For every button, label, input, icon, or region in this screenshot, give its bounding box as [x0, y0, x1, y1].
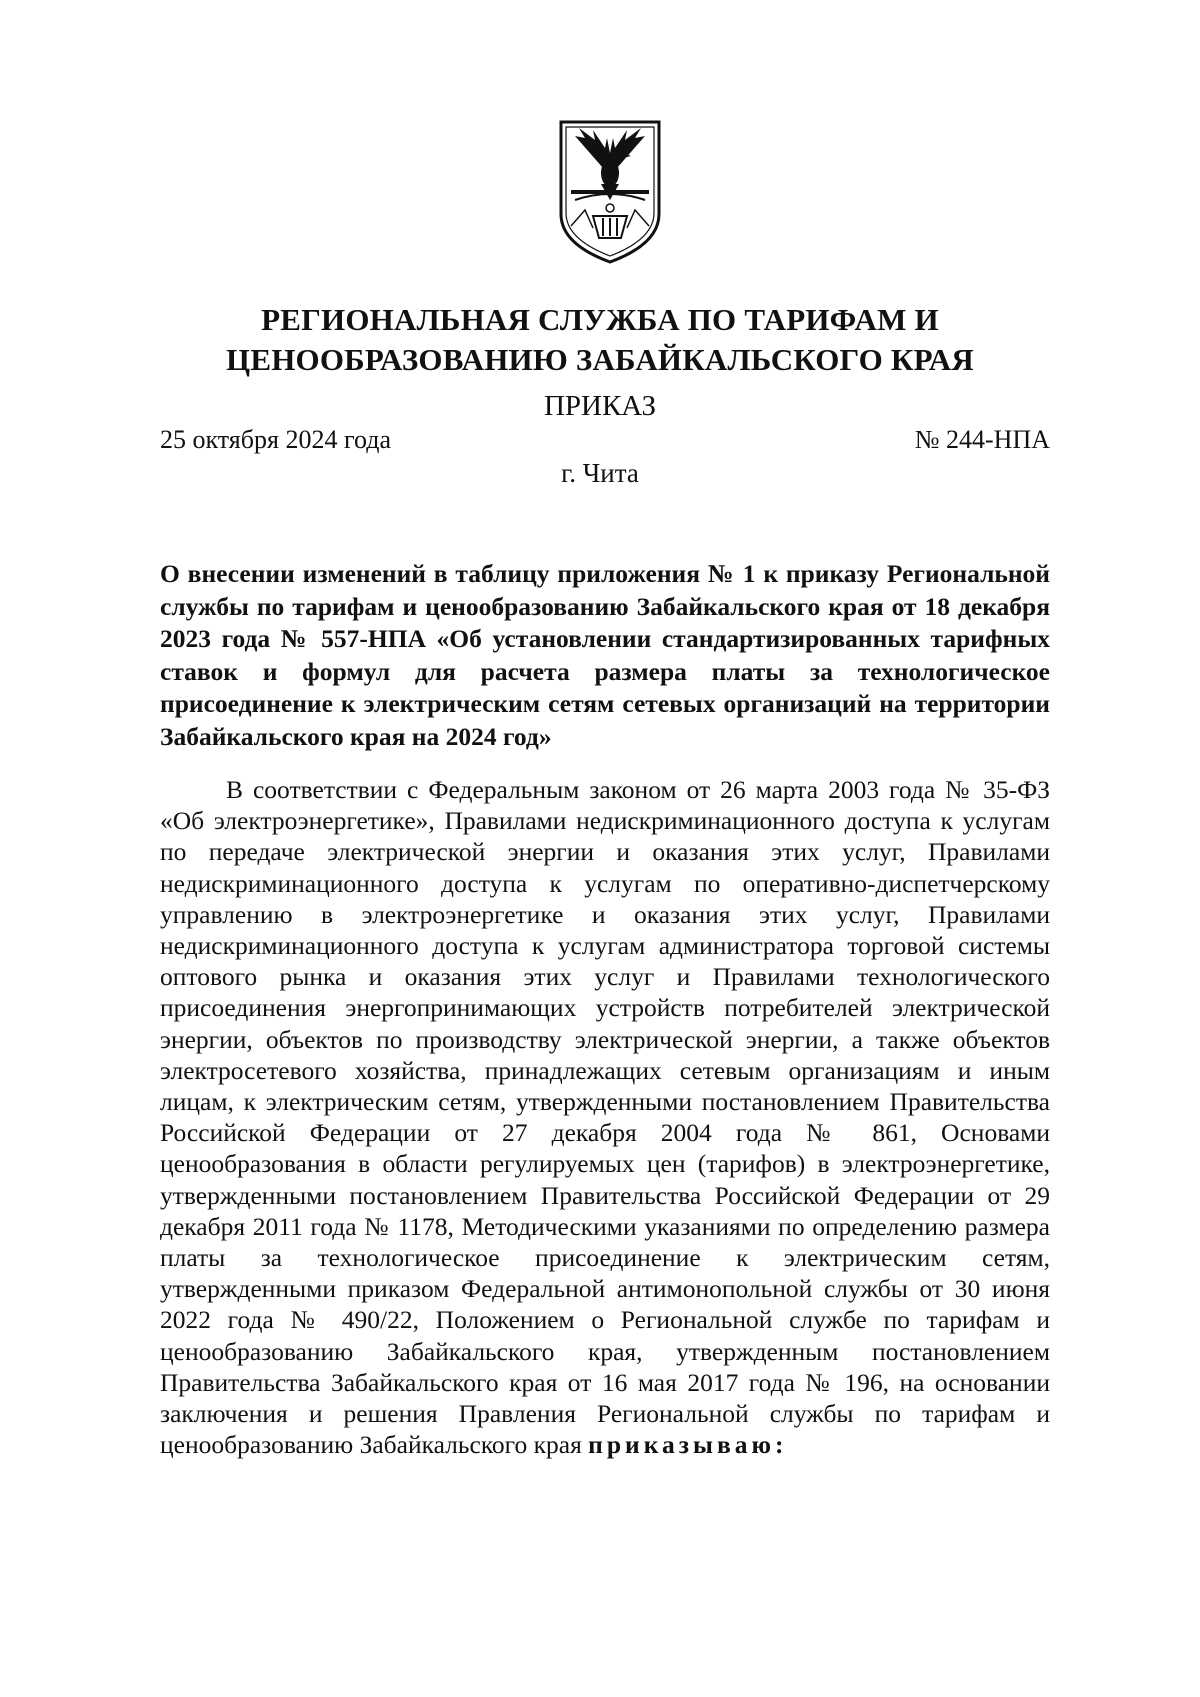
- document-number: № 244-НПА: [914, 425, 1050, 454]
- document-date: 25 октября 2024 года: [160, 425, 391, 454]
- order-word: приказываю:: [588, 1430, 788, 1460]
- body-paragraph-text: В соответствии с Федеральным законом от 26 марта 2003 года № 35-ФЗ «Об электроэнергетике», Правилами недискриминационного доступа к услугам по передаче электрической энергии и оказания этих услуг, Правилами недискриминационного доступа к услугам по оперативно-диспетчерскому управлению в электроэнергетике и оказания этих услуг, Правилами недискриминационного доступа к услугам администратора торговой системы оптового рынка и оказания этих услуг и Правилами технологического присоединения энергопринимающих устройств потребителей электрической энергии, объектов по производству электрической энергии, а также объектов электросетевого хозяйства, принадлежащих сетевым организациям и иным лицам, к электрическим сетям, утвержденными постановлением Правительства Российской Федерации от 27 декабря 2004 года № 861, Основами ценообразования в области регулируемых цен (тарифов) в электроэнергетике, утвержденными постановлением Правительства Российской Федерации от 29 декабря 2011 года № 1178, Методическими указаниями по определению размера платы за технологическое присоединение к электрическим сетям, утвержденными приказом Федеральной антимонопольной службы от 30 июня 2022 года № 490/22, Положением о Региональной службе по тарифам и ценообразованию Забайкальского края, утвержденным постановлением Правительства Забайкальского края от 16 мая 2017 года № 196, на основании заключения и решения Правления Региональной службы по тарифам и ценообразованию Забайкальского края: [160, 775, 1050, 1460]
- organization-name: РЕГИОНАЛЬНАЯ СЛУЖБА ПО ТАРИФАМ И ЦЕНООБРАЗОВАНИЮ ЗАБАЙКАЛЬСКОГО КРАЯ: [226, 302, 974, 377]
- document-city: г. Чита: [561, 458, 639, 488]
- document-subject: О внесении изменений в таблицу приложения № 1 к приказу Региональной службы по тарифам и ценообразованию Забайкальского края от 18 декабря 2023 года № 557-НПА «Об установлении стандартизированных тарифных ставок и формул для расчета размера платы за технологическое присоединение к электрическим сетям сетевых организаций на территории Забайкальского края на 2024 год»: [160, 559, 1050, 751]
- body-paragraph: [160, 774, 1050, 1460]
- document-type: ПРИКАЗ: [543, 390, 657, 422]
- coat-of-arms-icon: [555, 118, 665, 266]
